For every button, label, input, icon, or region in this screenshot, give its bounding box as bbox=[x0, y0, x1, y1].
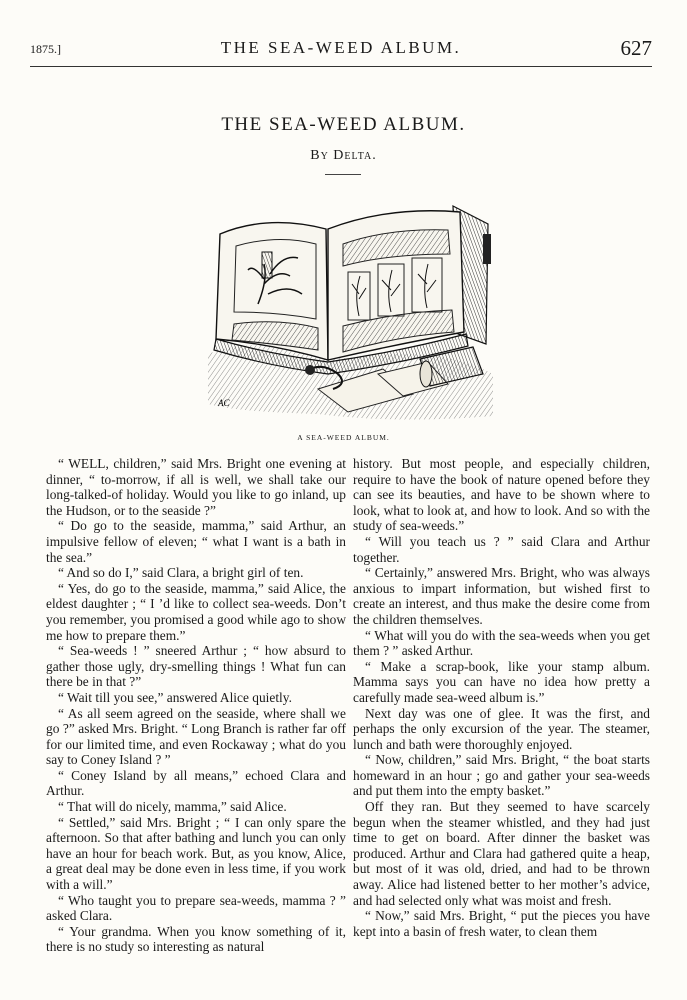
paragraph: “ That will do nicely, mamma,” said Alice. bbox=[58, 799, 287, 815]
paragraph: Next day was one of glee. It was the first, and perhaps the only excursion of the year. The steamer, lunch and bath were thoroughly enjoyed. bbox=[353, 705, 650, 752]
paragraph: “ Make a scrap-book, like your stamp album. Mamma says you can have no idea how pretty a carefully made sea-weed album is.” bbox=[353, 658, 650, 705]
paragraph: “ Coney Island by all means,” echoed Clara and Arthur. bbox=[46, 767, 346, 799]
paragraph: “ Now, children,” said Mrs. Bright, “ the boat starts homeward in an hour ; go and gather your sea-weeds and put them into the empty basket.” bbox=[353, 752, 650, 799]
title-rule bbox=[325, 174, 361, 175]
paragraph: “ Sea-weeds ! ” sneered Arthur ; “ how absurd to gather those ugly, dry-smelling things ! What fun can there be in that ?” bbox=[46, 643, 346, 690]
illustration-caption: A SEA-WEED ALBUM. bbox=[297, 433, 390, 442]
left-column bbox=[46, 456, 346, 955]
paragraph: “ Do go to the seaside, mamma,” said Arthur, an impulsive fellow of eleven; “ what I want is a bath in the sea.” bbox=[46, 518, 346, 565]
paragraph: “ What will you do with the sea-weeds when you get them ? ” asked Arthur. bbox=[353, 627, 650, 659]
article-title: THE SEA-WEED ALBUM. bbox=[221, 114, 466, 135]
running-title: THE SEA-WEED ALBUM. bbox=[220, 38, 462, 57]
paragraph: “ Who taught you to prepare sea-weeds, mamma ? ” asked Clara. bbox=[46, 892, 346, 924]
paragraph: “ Certainly,” answered Mrs. Bright, who was always anxious to impart information, but wished first to create an interest, and thus make the desire come from the children themselves. bbox=[353, 565, 650, 627]
sea-weed-album-illustration bbox=[198, 184, 498, 424]
running-head bbox=[30, 38, 652, 64]
engraver-signature: AC bbox=[218, 398, 230, 408]
paragraph: “ As all seem agreed on the seaside, where shall we go ?” asked Mrs. Bright. “ Long Branch is rather far off for our limited time, and even Rockaway ; what do you say to Coney Island ? ” bbox=[46, 705, 346, 768]
paragraph: history. But most people, and especially children, require to have the book of nature opened before they can see its beauties, and have to be shown where to look, what to look at, and how to look. And so with the study of sea-weeds.” bbox=[353, 456, 650, 534]
paragraph: Off they ran. But they seemed to have scarcely begun when the steamer whistled, and they had just time to get on board. After dinner the basket was produced. Arthur and Clara had gathered quite a heap, but most of it was old, dried, and had to be thrown away. Alice had listened better to her mother’s advice, and had selected only what was moist and fresh. bbox=[353, 799, 650, 908]
header-rule bbox=[30, 66, 652, 67]
paragraph: “ Yes, do go to the seaside, mamma,” said Alice, the eldest daughter ; “ I ’d like to collect sea-weeds. Don’t you remember, you promised a good while ago to show me how to prepare them.” bbox=[46, 580, 346, 643]
right-column bbox=[353, 456, 650, 939]
paragraph: “ And so do I,” said Clara, a bright girl of ten. bbox=[58, 565, 304, 581]
paragraph: “ WELL, children,” said Mrs. Bright one evening at dinner, “ to-morrow, if all is well, we shall take our long-talked-of holiday. Would you like to go inland, up the Hudson, or to the seaside ?” bbox=[46, 456, 346, 518]
paragraph: “ Now,” said Mrs. Bright, “ put the pieces you have kept into a basin of fresh water, to clean them bbox=[353, 908, 650, 939]
paragraph: “ Settled,” said Mrs. Bright ; “ I can only spare the afternoon. So that after bathing and lunch you can only have an hour for beach work. But, as you know, Alice, a great deal may be done even in less time, if you work with a will.” bbox=[46, 814, 346, 893]
article-byline: By Delta. bbox=[310, 148, 377, 163]
paragraph: “ Wait till you see,” answered Alice quietly. bbox=[58, 689, 292, 705]
paragraph: “ Will you teach us ? ” said Clara and Arthur together. bbox=[353, 533, 650, 565]
page-number: 627 bbox=[620, 36, 652, 60]
volume-year: 1875.] bbox=[30, 42, 61, 56]
paragraph: “ Your grandma. When you know something of it, there is no study so interesting as natural bbox=[46, 923, 346, 955]
